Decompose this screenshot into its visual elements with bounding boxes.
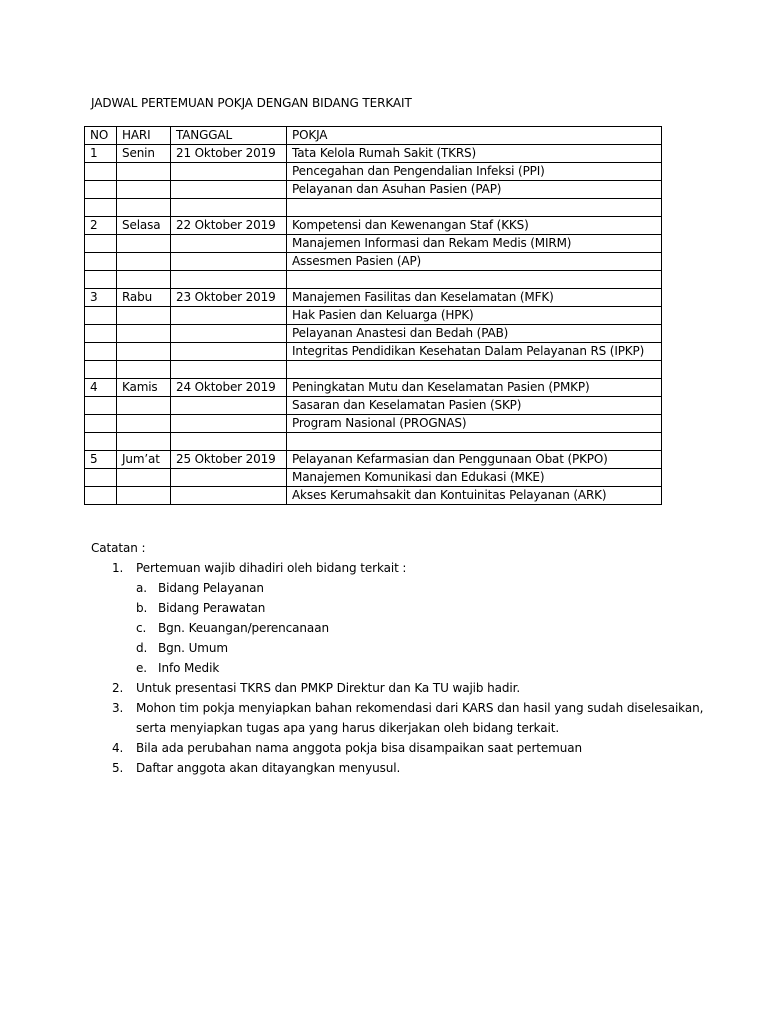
cell-no: [85, 181, 117, 199]
note-text: Daftar anggota akan ditayangkan menyusul.: [136, 761, 401, 775]
header-hari: HARI: [117, 127, 171, 145]
notes-list: [91, 558, 711, 778]
schedule-body: [85, 145, 662, 505]
note-text: Bila ada perubahan nama anggota pokja bisa disampaikan saat pertemuan: [136, 741, 583, 755]
cell-hari: Selasa: [117, 217, 171, 235]
cell-pokja: Kompetensi dan Kewenangan Staf (KKS): [287, 217, 662, 235]
cell-pokja: Pelayanan dan Asuhan Pasien (PAP): [287, 181, 662, 199]
cell-no: 4: [85, 379, 117, 397]
cell-hari: [117, 433, 171, 451]
cell-hari: [117, 397, 171, 415]
table-row: [85, 361, 662, 379]
cell-hari: [117, 163, 171, 181]
table-row: [85, 271, 662, 289]
cell-hari: Rabu: [117, 289, 171, 307]
cell-pokja: [287, 199, 662, 217]
cell-tanggal: [171, 163, 287, 181]
header-pokja: POKJA: [287, 127, 662, 145]
cell-pokja: [287, 361, 662, 379]
sub-item-text: Bgn. Umum: [158, 641, 228, 655]
cell-pokja: Pelayanan Anastesi dan Bedah (PAB): [287, 325, 662, 343]
cell-tanggal: [171, 397, 287, 415]
cell-no: [85, 415, 117, 433]
cell-no: [85, 253, 117, 271]
cell-tanggal: [171, 325, 287, 343]
cell-no: 2: [85, 217, 117, 235]
note-item: [91, 678, 711, 698]
table-row: [85, 199, 662, 217]
cell-tanggal: [171, 307, 287, 325]
schedule-table: [84, 126, 662, 505]
cell-pokja: Pelayanan Kefarmasian dan Penggunaan Obat (PKPO): [287, 451, 662, 469]
cell-no: [85, 271, 117, 289]
cell-tanggal: 23 Oktober 2019: [171, 289, 287, 307]
table-row: [85, 181, 662, 199]
cell-tanggal: [171, 415, 287, 433]
sub-item-letter: c.: [136, 621, 147, 635]
note-text: Pertemuan wajib dihadiri oleh bidang terkait :: [136, 561, 407, 575]
note-sub-item: [91, 638, 711, 658]
table-row: [85, 217, 662, 235]
table-header-row: [85, 127, 662, 145]
sub-item-letter: d.: [136, 641, 148, 655]
cell-pokja: Manajemen Fasilitas dan Keselamatan (MFK): [287, 289, 662, 307]
table-row: [85, 451, 662, 469]
cell-tanggal: [171, 253, 287, 271]
cell-hari: Kamis: [117, 379, 171, 397]
cell-tanggal: [171, 235, 287, 253]
cell-tanggal: [171, 271, 287, 289]
cell-hari: [117, 469, 171, 487]
cell-tanggal: [171, 487, 287, 505]
cell-tanggal: 21 Oktober 2019: [171, 145, 287, 163]
table-row: [85, 325, 662, 343]
note-item: [91, 698, 711, 738]
cell-pokja: Pencegahan dan Pengendalian Infeksi (PPI): [287, 163, 662, 181]
cell-pokja: Program Nasional (PROGNAS): [287, 415, 662, 433]
sub-item-text: Info Medik: [158, 661, 220, 675]
table-row: [85, 379, 662, 397]
cell-hari: [117, 307, 171, 325]
sub-item-letter: b.: [136, 601, 148, 615]
cell-pokja: Tata Kelola Rumah Sakit (TKRS): [287, 145, 662, 163]
table-row: [85, 343, 662, 361]
cell-tanggal: 25 Oktober 2019: [171, 451, 287, 469]
cell-no: [85, 487, 117, 505]
cell-tanggal: [171, 433, 287, 451]
cell-hari: Jum’at: [117, 451, 171, 469]
cell-tanggal: 24 Oktober 2019: [171, 379, 287, 397]
cell-pokja: Integritas Pendidikan Kesehatan Dalam Pelayanan RS (IPKP): [287, 343, 662, 361]
cell-hari: [117, 361, 171, 379]
cell-tanggal: [171, 343, 287, 361]
cell-hari: Senin: [117, 145, 171, 163]
cell-no: [85, 325, 117, 343]
cell-pokja: [287, 271, 662, 289]
cell-hari: [117, 235, 171, 253]
note-item: [91, 738, 711, 758]
cell-no: 3: [85, 289, 117, 307]
cell-hari: [117, 325, 171, 343]
cell-no: [85, 199, 117, 217]
header-tanggal: TANGGAL: [171, 127, 287, 145]
cell-pokja: Manajemen Informasi dan Rekam Medis (MIRM): [287, 235, 662, 253]
note-number: 5.: [112, 761, 124, 775]
sub-item-text: Bidang Perawatan: [158, 601, 266, 615]
cell-no: [85, 433, 117, 451]
cell-tanggal: [171, 469, 287, 487]
page-title: JADWAL PERTEMUAN POKJA DENGAN BIDANG TERKAIT: [91, 96, 412, 110]
table-row: [85, 235, 662, 253]
table-row: [85, 307, 662, 325]
table-row: [85, 415, 662, 433]
cell-hari: [117, 253, 171, 271]
table-row: [85, 487, 662, 505]
table-row: [85, 145, 662, 163]
note-sub-item: [91, 578, 711, 598]
notes-heading: Catatan :: [91, 541, 146, 555]
sub-item-text: Bgn. Keuangan/perencanaan: [158, 621, 329, 635]
cell-no: [85, 397, 117, 415]
note-sub-item: [91, 598, 711, 618]
note-text: Mohon tim pokja menyiapkan bahan rekomendasi dari KARS dan hasil yang sudah diselesaikan, serta menyiapkan tugas apa yang harus dikerjakan oleh bidang terkait.: [136, 701, 704, 735]
sub-item-letter: a.: [136, 581, 147, 595]
note-number: 3.: [112, 701, 124, 715]
header-no: NO: [85, 127, 117, 145]
table-row: [85, 433, 662, 451]
cell-pokja: [287, 433, 662, 451]
cell-pokja: Assesmen Pasien (AP): [287, 253, 662, 271]
cell-no: 5: [85, 451, 117, 469]
notes-section: [91, 538, 711, 778]
cell-hari: [117, 487, 171, 505]
note-item: [91, 758, 711, 778]
sub-item-text: Bidang Pelayanan: [158, 581, 264, 595]
note-sub-item: [91, 658, 711, 678]
cell-no: [85, 469, 117, 487]
note-number: 4.: [112, 741, 124, 755]
cell-pokja: Akses Kerumahsakit dan Kontuinitas Pelayanan (ARK): [287, 487, 662, 505]
cell-tanggal: [171, 199, 287, 217]
cell-no: [85, 235, 117, 253]
cell-pokja: Sasaran dan Keselamatan Pasien (SKP): [287, 397, 662, 415]
note-text: Untuk presentasi TKRS dan PMKP Direktur dan Ka TU wajib hadir.: [136, 681, 521, 695]
note-item: [91, 558, 711, 578]
sub-item-letter: e.: [136, 661, 147, 675]
table-row: [85, 163, 662, 181]
cell-pokja: Manajemen Komunikasi dan Edukasi (MKE): [287, 469, 662, 487]
table-row: [85, 397, 662, 415]
cell-hari: [117, 181, 171, 199]
cell-hari: [117, 415, 171, 433]
note-sub-item: [91, 618, 711, 638]
note-number: 1.: [112, 561, 124, 575]
cell-no: 1: [85, 145, 117, 163]
cell-no: [85, 361, 117, 379]
table-row: [85, 289, 662, 307]
cell-pokja: Hak Pasien dan Keluarga (HPK): [287, 307, 662, 325]
cell-hari: [117, 199, 171, 217]
cell-no: [85, 307, 117, 325]
cell-no: [85, 343, 117, 361]
cell-hari: [117, 271, 171, 289]
cell-tanggal: 22 Oktober 2019: [171, 217, 287, 235]
cell-hari: [117, 343, 171, 361]
note-number: 2.: [112, 681, 124, 695]
cell-pokja: Peningkatan Mutu dan Keselamatan Pasien (PMKP): [287, 379, 662, 397]
table-row: [85, 469, 662, 487]
cell-tanggal: [171, 361, 287, 379]
table-row: [85, 253, 662, 271]
cell-no: [85, 163, 117, 181]
cell-tanggal: [171, 181, 287, 199]
